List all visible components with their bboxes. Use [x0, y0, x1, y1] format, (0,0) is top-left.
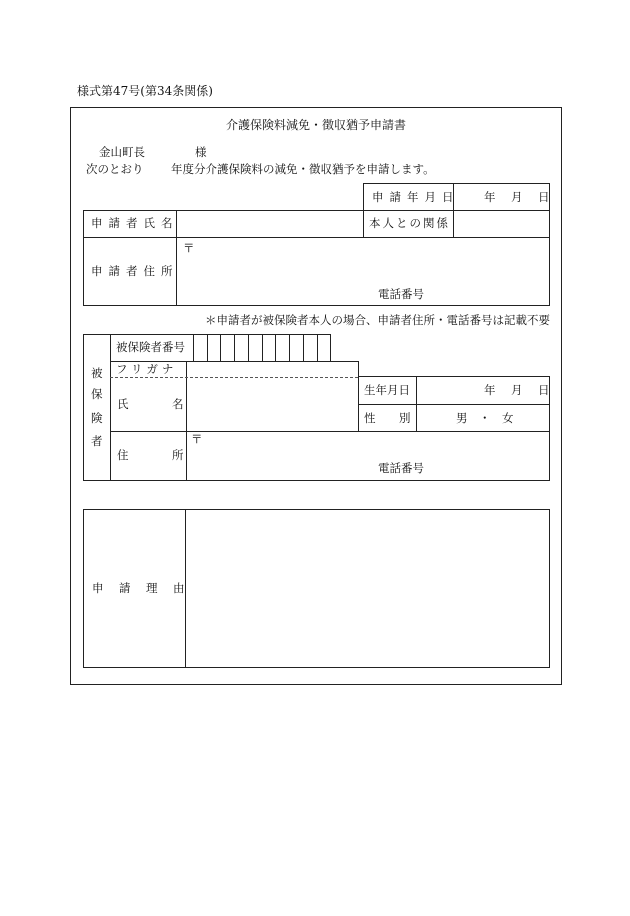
- insured-address-field[interactable]: [188, 433, 548, 479]
- reason-label: 申 請 理 由: [92, 581, 187, 595]
- insured-section: [83, 334, 84, 480]
- furigana-field[interactable]: [188, 362, 356, 376]
- relation-field[interactable]: [455, 212, 548, 235]
- furigana-label: フリガナ: [116, 362, 178, 376]
- relation-label: 本人との関係: [369, 216, 450, 230]
- intro-text: 年度分介護保険料の減免・徴収猶予を申請します。: [171, 162, 435, 176]
- application-date-field[interactable]: 年 月 日: [484, 190, 552, 204]
- applicant-address-field[interactable]: [178, 239, 548, 304]
- applicant-phone-label: 電話番号: [378, 287, 424, 301]
- form-number: 様式第47号(第34条関係): [77, 84, 213, 98]
- gender-label-1: 性: [364, 411, 376, 425]
- insured-address-label-2: 所: [172, 448, 184, 462]
- applicant-address-label: 申請者住所: [91, 264, 179, 278]
- insured-number-label: 被保険者番号: [116, 340, 185, 354]
- note-text: ＊申請者が被保険者本人の場合、申請者住所・電話番号は記載不要: [205, 313, 550, 327]
- insured-phone-label: 電話番号: [378, 461, 424, 475]
- applicant-name-label: 申請者氏名: [91, 216, 179, 230]
- insured-postal-mark: 〒: [191, 432, 203, 446]
- insured-name-label-2: 名: [172, 397, 184, 411]
- addressee-honorific: 様: [195, 145, 207, 159]
- applicant-name-field[interactable]: [178, 212, 362, 235]
- application-date-label: 申請年月日: [372, 190, 460, 204]
- insured-char-2: 保: [91, 387, 103, 401]
- form-title: 介護保険料減免・徴収猶予申請書: [226, 118, 407, 132]
- insured-name-label-1: 氏: [117, 397, 129, 411]
- gender-label-2: 別: [399, 411, 411, 425]
- applicant-postal-mark: 〒: [183, 241, 195, 255]
- insured-name-field[interactable]: [188, 379, 356, 429]
- insured-char-1: 被: [91, 366, 103, 380]
- insured-char-4: 者: [91, 434, 103, 448]
- insured-char-3: 険: [91, 411, 103, 425]
- birth-date-field[interactable]: 年 月 日: [484, 383, 552, 397]
- addressee-town: 金山町長: [99, 145, 145, 159]
- birth-date-label: 生年月日: [364, 383, 410, 397]
- intro-prefix: 次のとおり: [86, 162, 144, 176]
- reason-field[interactable]: [187, 511, 548, 666]
- insured-address-label-1: 住: [117, 448, 129, 462]
- gender-options[interactable]: 男 ・ 女: [456, 411, 514, 425]
